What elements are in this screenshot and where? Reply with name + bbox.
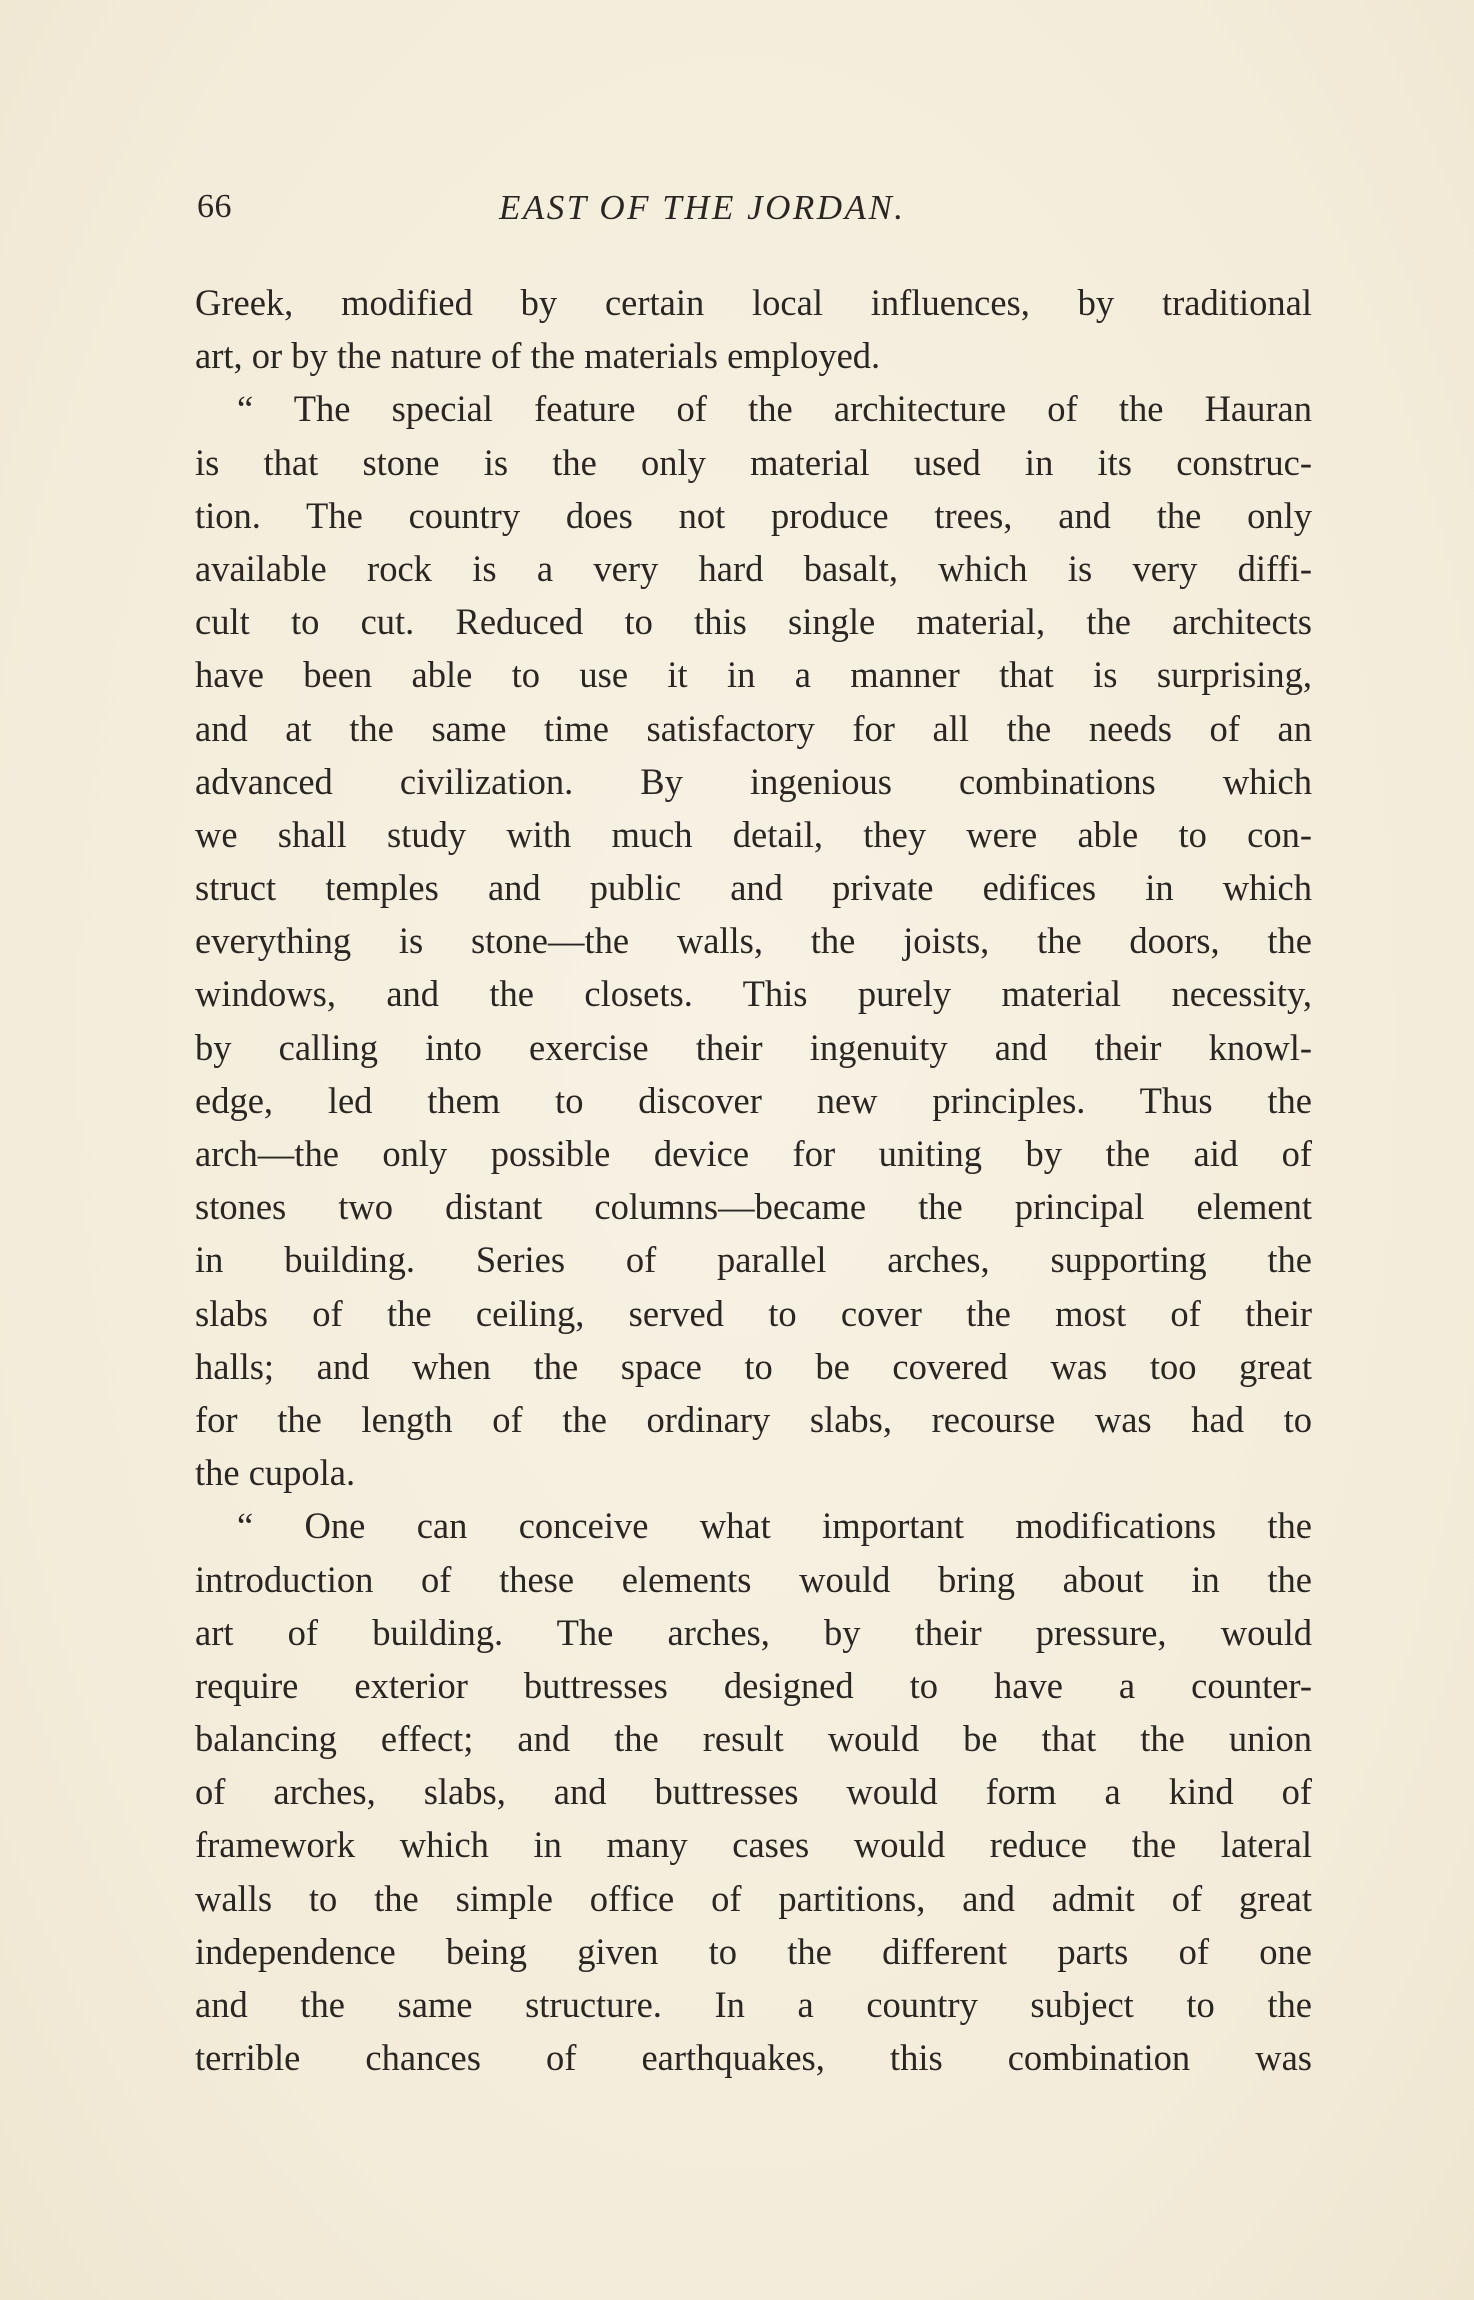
text-line: slabs of the ceiling, served to cover the most of their [195, 1292, 1312, 1334]
body-text [195, 276, 1312, 2084]
text-line: tion. The country does not produce trees, and the only [195, 494, 1312, 536]
text-line: and at the same time satisfactory for all the needs of an [195, 707, 1312, 749]
text-line: framework which in many cases would reduce the lateral [195, 1824, 1312, 1866]
text-line: advanced civilization. By ingenious combinations which [195, 760, 1312, 802]
text-line: of arches, slabs, and buttresses would form a kind of [195, 1771, 1312, 1813]
text-line: by calling into exercise their ingenuity and their knowl- [195, 1026, 1312, 1068]
text-line: arch—the only possible device for uniting by the aid of [195, 1133, 1312, 1174]
text-line: everything is stone—the walls, the joists, the doors, the [195, 920, 1312, 962]
text-line: stones two distant columns—became the principal element [195, 1186, 1312, 1228]
text-line: require exterior buttresses designed to have a counter- [195, 1664, 1312, 1706]
text-line: art of building. The arches, by their pressure, would [195, 1611, 1312, 1653]
page-number: 66 [197, 188, 232, 225]
text-line: balancing effect; and the result would be that the union [195, 1718, 1312, 1760]
text-line: Greek, modified by certain local influences, by traditional [195, 282, 1312, 323]
text-line: the cupola. [195, 1452, 356, 1494]
text-line: terrible chances of earthquakes, this combination was [195, 2037, 1312, 2079]
running-head: EAST OF THE JORDAN. [499, 188, 906, 227]
text-line: independence being given to the different parts of one [195, 1930, 1312, 1972]
text-line: and the same structure. In a country subject to the [195, 1984, 1312, 2025]
text-line: introduction of these elements would bring about in the [195, 1558, 1312, 1600]
text-line: halls; and when the space to be covered was too great [195, 1345, 1312, 1387]
text-line: have been able to use it in a manner that is surprising, [195, 654, 1312, 696]
text-line: for the length of the ordinary slabs, recourse was had to [195, 1398, 1312, 1440]
text-line: cult to cut. Reduced to this single material, the architects [195, 601, 1312, 643]
text-line: “ The special feature of the architecture of the Hauran [237, 388, 1312, 430]
text-line: struct temples and public and private edifices in which [195, 867, 1312, 909]
text-line: in building. Series of parallel arches, supporting the [195, 1239, 1312, 1281]
text-line: is that stone is the only material used in its construc- [195, 441, 1312, 483]
text-line: we shall study with much detail, they were able to con- [195, 813, 1312, 855]
text-line: available rock is a very hard basalt, which is very diffi- [195, 547, 1312, 589]
text-line: “ One can conceive what important modifications the [237, 1505, 1312, 1547]
text-line: edge, led them to discover new principles. Thus the [195, 1079, 1312, 1121]
text-line: walls to the simple office of partitions, and admit of great [195, 1877, 1312, 1919]
page-header [197, 188, 1297, 238]
text-line: windows, and the closets. This purely material necessity, [195, 973, 1312, 1015]
text-line: art, or by the nature of the materials employed. [195, 335, 881, 377]
